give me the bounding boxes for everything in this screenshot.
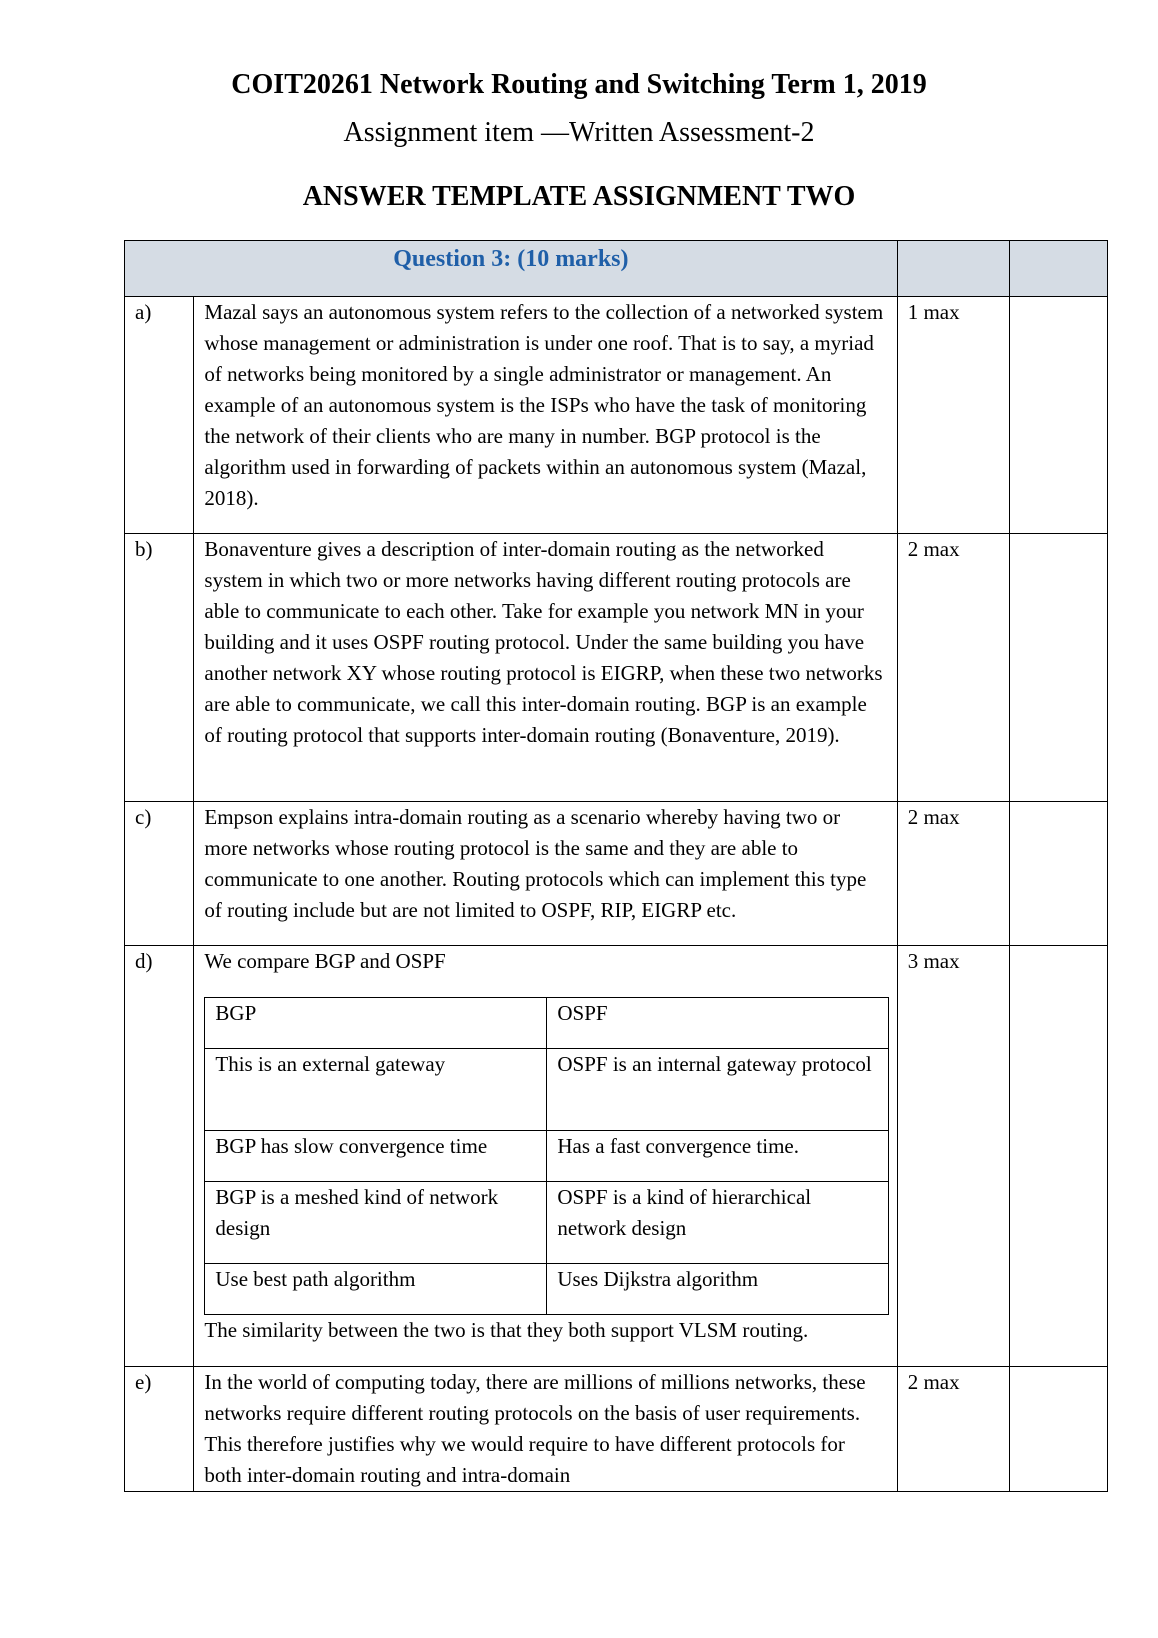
comparison-cell-bgp: BGP has slow convergence time <box>205 1131 547 1182</box>
comparison-cell-bgp: BGP is a meshed kind of network design <box>205 1182 547 1264</box>
score-cell <box>1009 534 1107 802</box>
marks-cell: 2 max <box>897 534 1009 802</box>
row-label: a) <box>125 297 194 534</box>
score-cell <box>1009 297 1107 534</box>
comparison-intro: We compare BGP and OSPF <box>204 949 446 973</box>
answer-row-b <box>125 534 1108 802</box>
comparison-answer <box>194 946 897 1367</box>
comparison-cell-ospf: Has a fast convergence time. <box>547 1131 889 1182</box>
row-label: e) <box>125 1367 194 1492</box>
comparison-header-ospf: OSPF <box>547 998 889 1049</box>
answer-text: Mazal says an autonomous system refers to the collection of a networked system whose management or administration is under one roof. That is to say, a myriad of networks being monitored by a single administrator or management. An example of an autonomous system is the ISPs who have the task of monitoring the network of their clients who are many in number. BGP protocol is the algorithm used in forwarding of packets within an autonomous system (Mazal, 2018). <box>194 297 897 534</box>
question-title: Question 3: (10 marks) <box>125 241 898 297</box>
marks-cell: 1 max <box>897 297 1009 534</box>
template-heading: ANSWER TEMPLATE ASSIGNMENT TWO <box>302 181 856 212</box>
question-header-row <box>125 241 1108 297</box>
answer-row-e <box>125 1367 1108 1492</box>
marks-cell: 3 max <box>897 946 1009 1367</box>
answer-table <box>124 240 1108 1492</box>
row-label: b) <box>125 534 194 802</box>
comparison-header-bgp: BGP <box>205 998 547 1049</box>
comparison-table <box>204 997 889 1315</box>
answer-row-a <box>125 297 1108 534</box>
document-title: COIT20261 Network Routing and Switching Term 1, 2019 <box>231 69 927 100</box>
comparison-header-row <box>205 998 889 1049</box>
answer-row-c <box>125 802 1108 946</box>
score-cell <box>1009 802 1107 946</box>
answer-text: In the world of computing today, there are millions of millions networks, these networks require different routing protocols on the basis of user requirements. This therefore justifies why we would require to have different protocols for both inter-domain routing and intra-domain <box>194 1367 897 1492</box>
header-marks-cell <box>897 241 1009 297</box>
comparison-cell-ospf: OSPF is an internal gateway protocol <box>547 1049 889 1131</box>
score-cell <box>1009 946 1107 1367</box>
answer-text: Empson explains intra-domain routing as a scenario whereby having two or more networks whose routing protocol is the same and they are able to communicate to one another. Routing protocols which can implement this type of routing include but are not limited to OSPF, RIP, EIGRP etc. <box>194 802 897 946</box>
marks-cell: 2 max <box>897 802 1009 946</box>
comparison-conclusion: The similarity between the two is that they both support VLSM routing. <box>204 1318 809 1342</box>
row-label: d) <box>125 946 194 1367</box>
comparison-cell-ospf: Uses Dijkstra algorithm <box>547 1264 889 1315</box>
comparison-cell-bgp: Use best path algorithm <box>205 1264 547 1315</box>
comparison-row <box>205 1264 889 1315</box>
answer-row-d <box>125 946 1108 1367</box>
row-label: c) <box>125 802 194 946</box>
comparison-row <box>205 1131 889 1182</box>
comparison-row <box>205 1182 889 1264</box>
header-score-cell <box>1009 241 1107 297</box>
document-subtitle: Assignment item —Written Assessment-2 <box>343 117 815 148</box>
score-cell <box>1009 1367 1107 1492</box>
answer-text: Bonaventure gives a description of inter-domain routing as the networked system in which two or more networks having different routing protocols are able to communicate to each other. Take for example you network MN in your building and it uses OSPF routing protocol. Under the same building you have another network XY whose routing protocol is EIGRP, when these two networks are able to communicate, we call this inter-domain routing. BGP is an example of routing protocol that supports inter-domain routing (Bonaventure, 2019). <box>194 534 897 802</box>
marks-cell: 2 max <box>897 1367 1009 1492</box>
comparison-cell-bgp: This is an external gateway <box>205 1049 547 1131</box>
comparison-row <box>205 1049 889 1131</box>
comparison-cell-ospf: OSPF is a kind of hierarchical network design <box>547 1182 889 1264</box>
